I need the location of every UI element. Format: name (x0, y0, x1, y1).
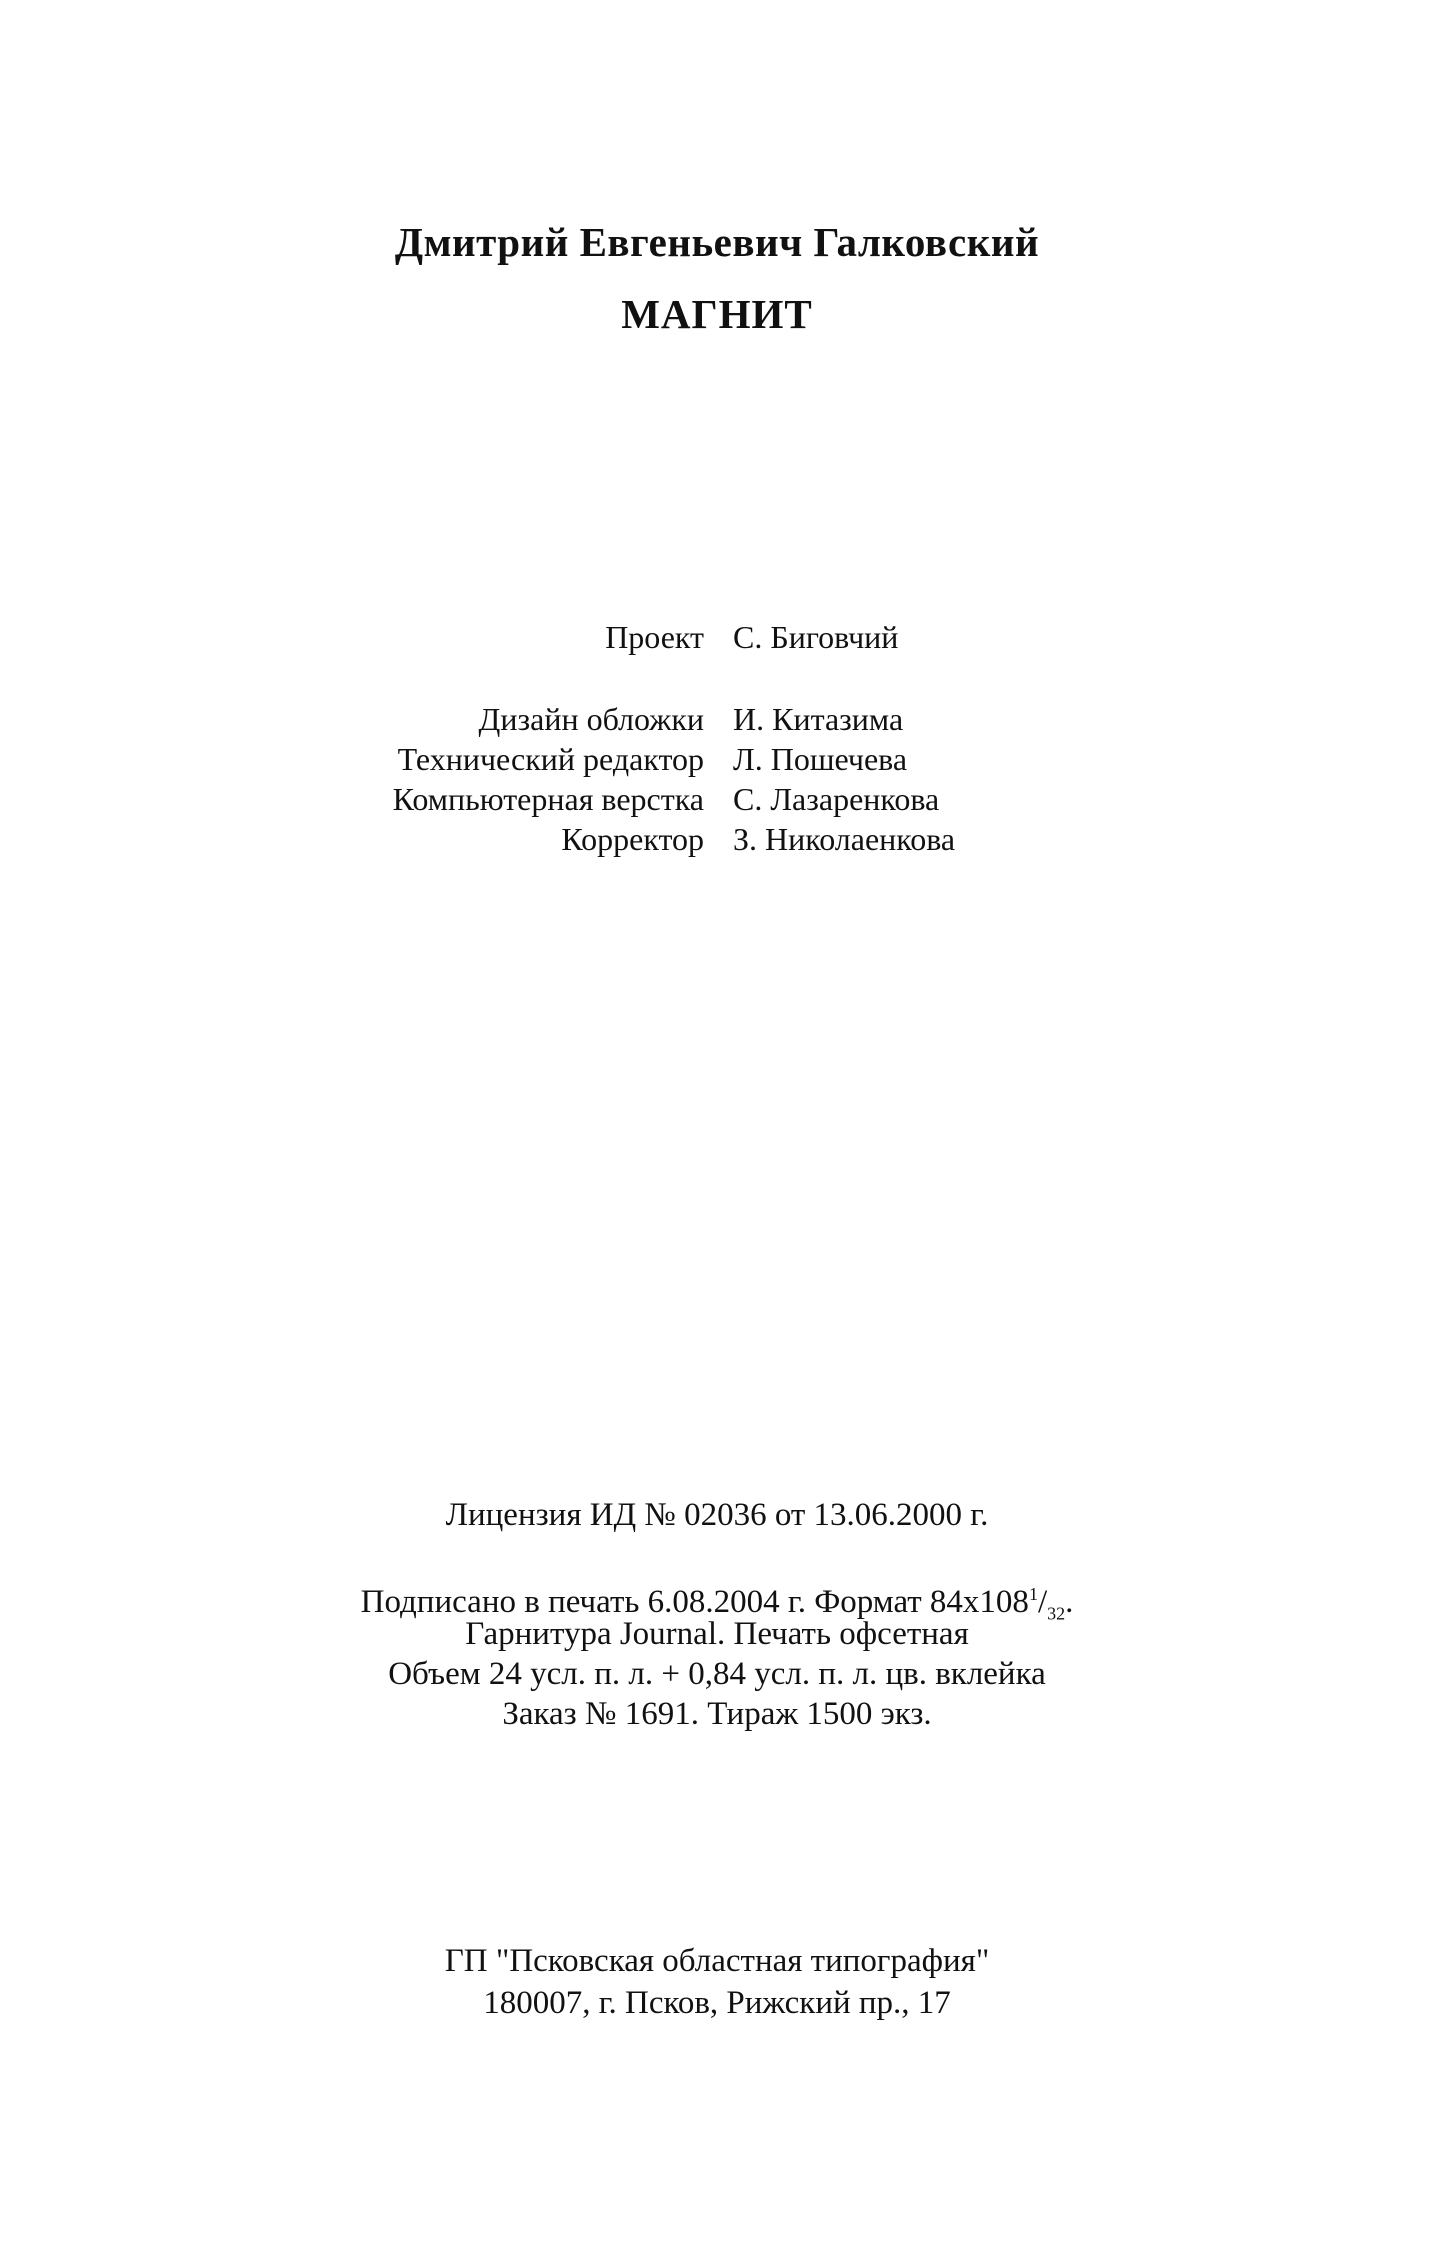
imprint-block (0, 1574, 1434, 1734)
format-numerator: 1 (1028, 1584, 1038, 1604)
author-name: Дмитрий Евгеньевич Галковский (394, 219, 1040, 265)
credit-person: И. Китазима (733, 701, 904, 737)
license-line: Лицензия ИД № 02036 от 13.06.2000 г. (445, 1497, 989, 1533)
format-slash: / (1037, 1584, 1048, 1620)
credit-role: Корректор (561, 821, 704, 857)
credit-row (0, 699, 1434, 739)
imprint-typeface: Гарнитура Journal. Печать офсетная (465, 1616, 969, 1652)
printer-address: 180007, г. Псков, Рижский пр., 17 (483, 1985, 951, 2021)
credits-block (0, 617, 1434, 859)
credit-person: С. Биговчий (733, 619, 899, 655)
credit-person: С. Лазаренкова (733, 781, 940, 817)
credit-role: Технический редактор (397, 741, 704, 777)
credit-person: З. Николаенкова (733, 821, 956, 857)
imprint-volume: Объем 24 усл. п. л. + 0,84 усл. п. л. цв. вклейка (388, 1656, 1046, 1692)
credit-role: Проект (605, 619, 704, 655)
printer-name: ГП "Псковская областная типография" (444, 1943, 990, 1979)
credit-row (0, 819, 1434, 859)
printer-block (0, 1940, 1434, 2024)
credit-role: Дизайн обложки (478, 701, 704, 737)
book-title: МАГНИТ (621, 291, 813, 337)
imprint-order-print-run: Заказ № 1691. Тираж 1500 экз. (502, 1696, 932, 1732)
format-denominator: 32 (1047, 1603, 1066, 1624)
credit-person: Л. Пошечева (733, 741, 908, 777)
imprint-print-format (0, 1574, 1434, 1624)
credit-row (0, 739, 1434, 779)
credit-role: Компьютерная верстка (392, 781, 704, 817)
imprint-print-date-format: Подписано в печать 6.08.2004 г. Формат 84x108 (360, 1584, 1029, 1620)
credit-row (0, 779, 1434, 819)
credit-row (0, 617, 1434, 657)
format-end: . (1065, 1584, 1074, 1620)
